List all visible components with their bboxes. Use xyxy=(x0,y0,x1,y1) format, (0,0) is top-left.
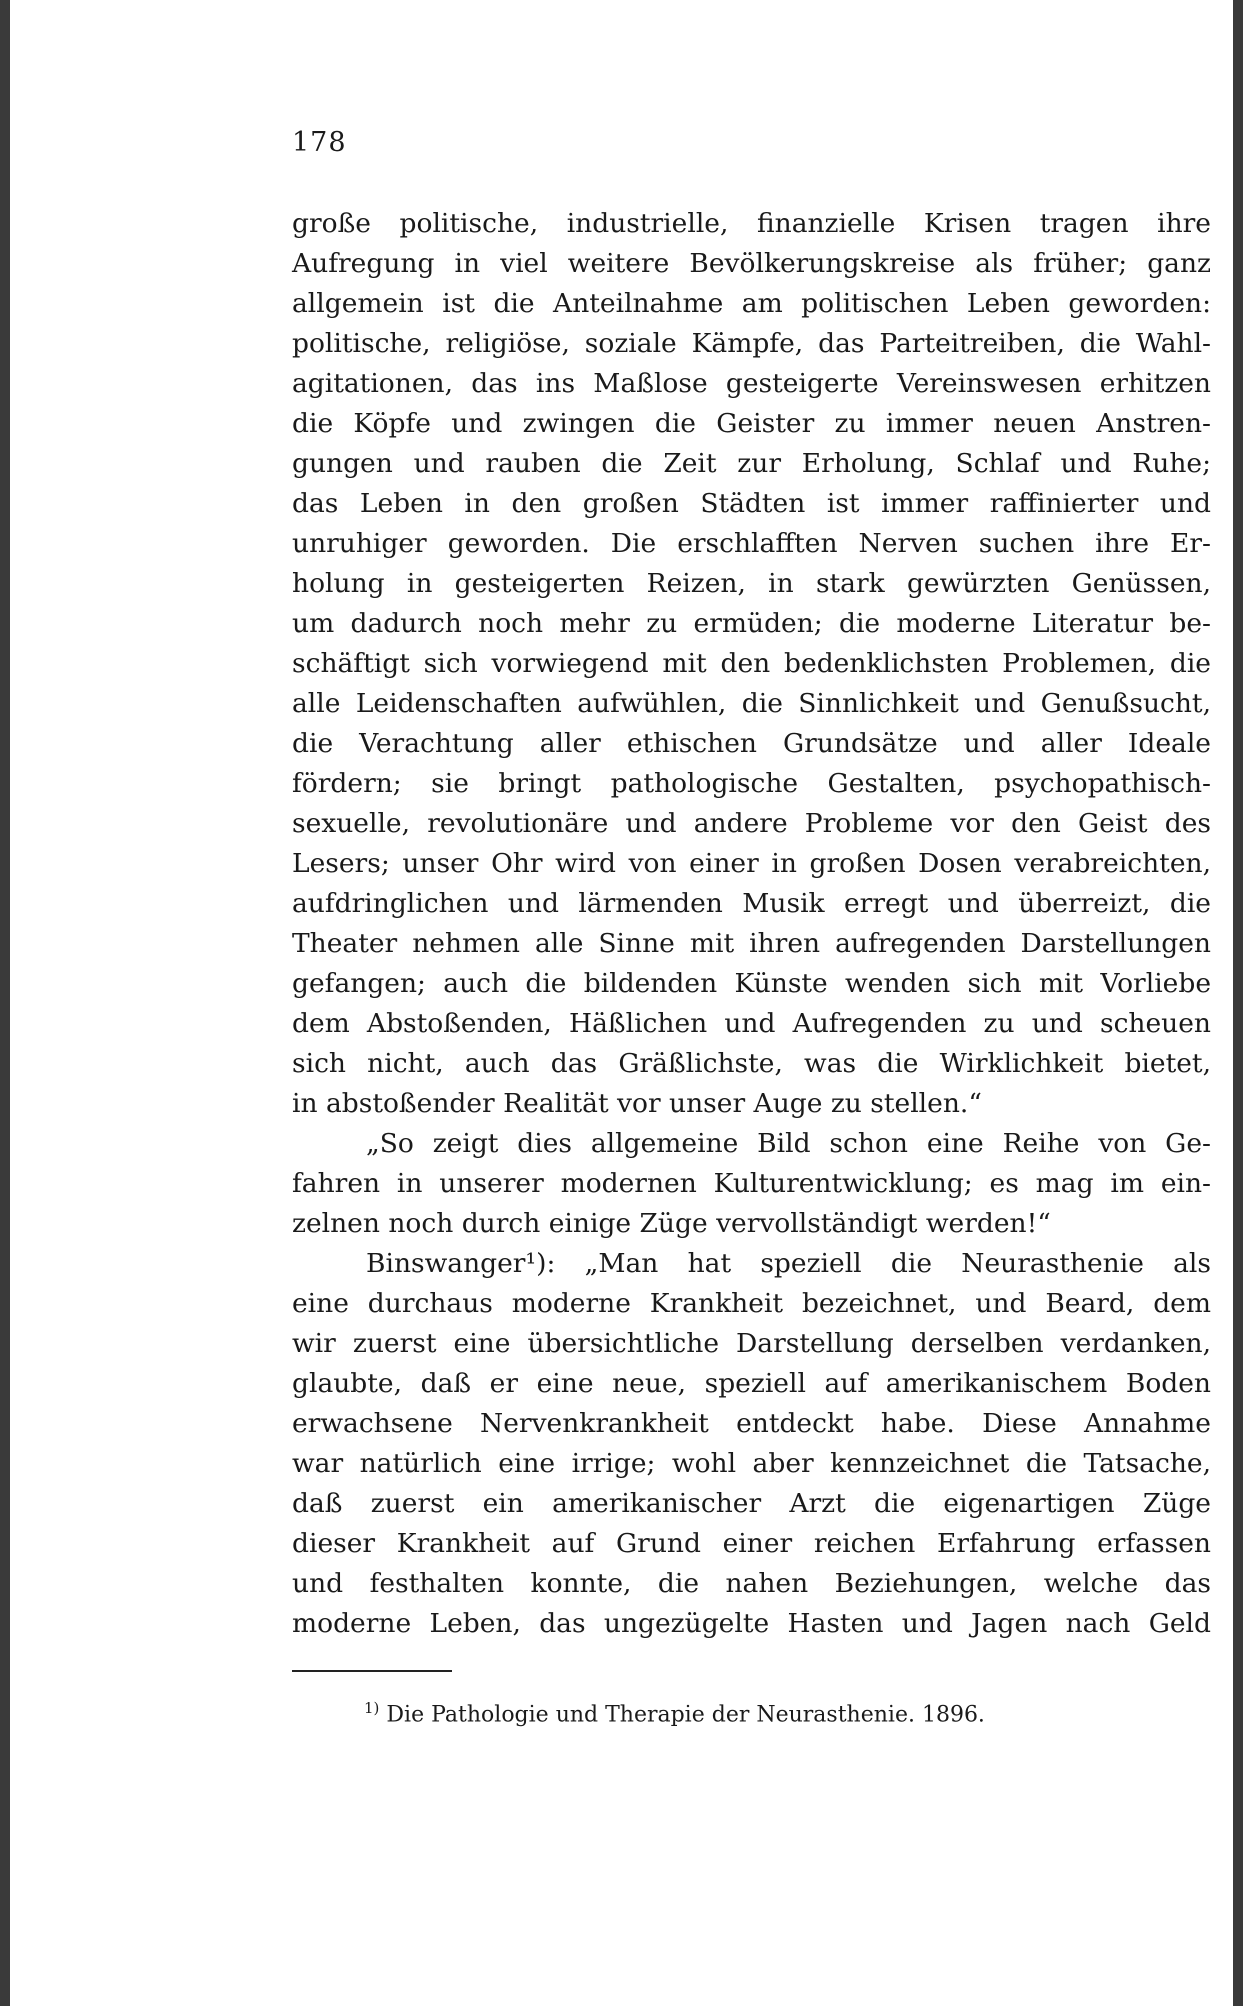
text-line: wir zuerst eine übersichtliche Darstellung derselben verdanken, xyxy=(292,1328,1211,1359)
paragraph-2 xyxy=(292,1124,1211,1244)
text-line: und festhalten konnte, die nahen Beziehungen, welche das xyxy=(292,1568,1211,1599)
text-line: moderne Leben, das ungezügelte Hasten und Jagen nach Geld xyxy=(292,1608,1211,1639)
text-line: fahren in unserer modernen Kulturentwicklung; es mag im ein- xyxy=(292,1168,1211,1199)
text-line: schäftigt sich vorwiegend mit den bedenklichsten Problemen, die xyxy=(292,648,1211,679)
text-line: war natürlich eine irrige; wohl aber kennzeichnet die Tatsache, xyxy=(292,1448,1211,1479)
text-line: Aufregung in viel weitere Bevölkerungskreise als früher; ganz xyxy=(292,248,1211,279)
footnote xyxy=(364,1693,985,1730)
body-text xyxy=(292,204,1211,1644)
scan-left-edge xyxy=(0,0,10,2006)
text-line: glaubte, daß er eine neue, speziell auf amerikanischem Boden xyxy=(292,1368,1211,1399)
text-line: in abstoßender Realität vor unser Auge zu stellen.“ xyxy=(292,1088,982,1119)
text-line: fördern; sie bringt pathologische Gestalten, psychopathisch- xyxy=(292,768,1211,799)
text-line: gefangen; auch die bildenden Künste wenden sich mit Vorliebe xyxy=(292,968,1211,999)
text-line: große politische, industrielle, finanzielle Krisen tragen ihre xyxy=(292,208,1211,239)
text-line: eine durchaus moderne Krankheit bezeichnet, und Beard, dem xyxy=(292,1288,1211,1319)
footnote-text: Die Pathologie und Therapie der Neurasthenie. 1896. xyxy=(386,1702,985,1728)
scan-right-edge xyxy=(1233,0,1243,2006)
text-line: das Leben in den großen Städten ist immer raffinierter und xyxy=(292,488,1211,519)
text-line: unruhiger geworden. Die erschlafften Nerven suchen ihre Er- xyxy=(292,528,1211,559)
text-line: Binswanger¹): „Man hat speziell die Neurasthenie als xyxy=(366,1248,1211,1279)
text-line: agitationen, das ins Maßlose gesteigerte Vereinswesen erhitzen xyxy=(292,368,1211,399)
text-line: dem Abstoßenden, Häßlichen und Aufregenden zu und scheuen xyxy=(292,1008,1211,1039)
page-number: 178 xyxy=(292,127,347,158)
text-line: zelnen noch durch einige Züge vervollständigt werden!“ xyxy=(292,1208,1051,1239)
text-line: holung in gesteigerten Reizen, in stark gewürzten Genüssen, xyxy=(292,568,1211,599)
text-line: um dadurch noch mehr zu ermüden; die moderne Literatur be- xyxy=(292,608,1211,639)
text-line: politische, religiöse, soziale Kämpfe, das Parteitreiben, die Wahl- xyxy=(292,328,1211,359)
text-line: Theater nehmen alle Sinne mit ihren aufregenden Darstellungen xyxy=(292,928,1211,959)
text-line: sich nicht, auch das Gräßlichste, was die Wirklichkeit bietet, xyxy=(292,1048,1211,1079)
text-line: aufdringlichen und lärmenden Musik erregt und überreizt, die xyxy=(292,888,1211,919)
paragraph-3 xyxy=(292,1244,1211,1644)
text-line: allgemein ist die Anteilnahme am politischen Leben geworden: xyxy=(292,288,1211,319)
text-line: „So zeigt dies allgemeine Bild schon eine Reihe von Ge- xyxy=(366,1128,1211,1159)
paragraph-1 xyxy=(292,204,1211,1124)
footnote-marker: 1) xyxy=(364,1699,380,1717)
text-line: die Köpfe und zwingen die Geister zu immer neuen Anstren- xyxy=(292,408,1211,439)
text-line: alle Leidenschaften aufwühlen, die Sinnlichkeit und Genußsucht, xyxy=(292,688,1211,719)
text-line: sexuelle, revolutionäre und andere Probleme vor den Geist des xyxy=(292,808,1211,839)
footnote-divider xyxy=(292,1670,452,1672)
text-line: dieser Krankheit auf Grund einer reichen Erfahrung erfassen xyxy=(292,1528,1211,1559)
text-line: gungen und rauben die Zeit zur Erholung, Schlaf und Ruhe; xyxy=(292,448,1211,479)
text-line: die Verachtung aller ethischen Grundsätze und aller Ideale xyxy=(292,728,1211,759)
text-line: Lesers; unser Ohr wird von einer in großen Dosen verabreichten, xyxy=(292,848,1211,879)
text-line: erwachsene Nervenkrankheit entdeckt habe. Diese Annahme xyxy=(292,1408,1211,1439)
text-line: daß zuerst ein amerikanischer Arzt die eigenartigen Züge xyxy=(292,1488,1211,1519)
